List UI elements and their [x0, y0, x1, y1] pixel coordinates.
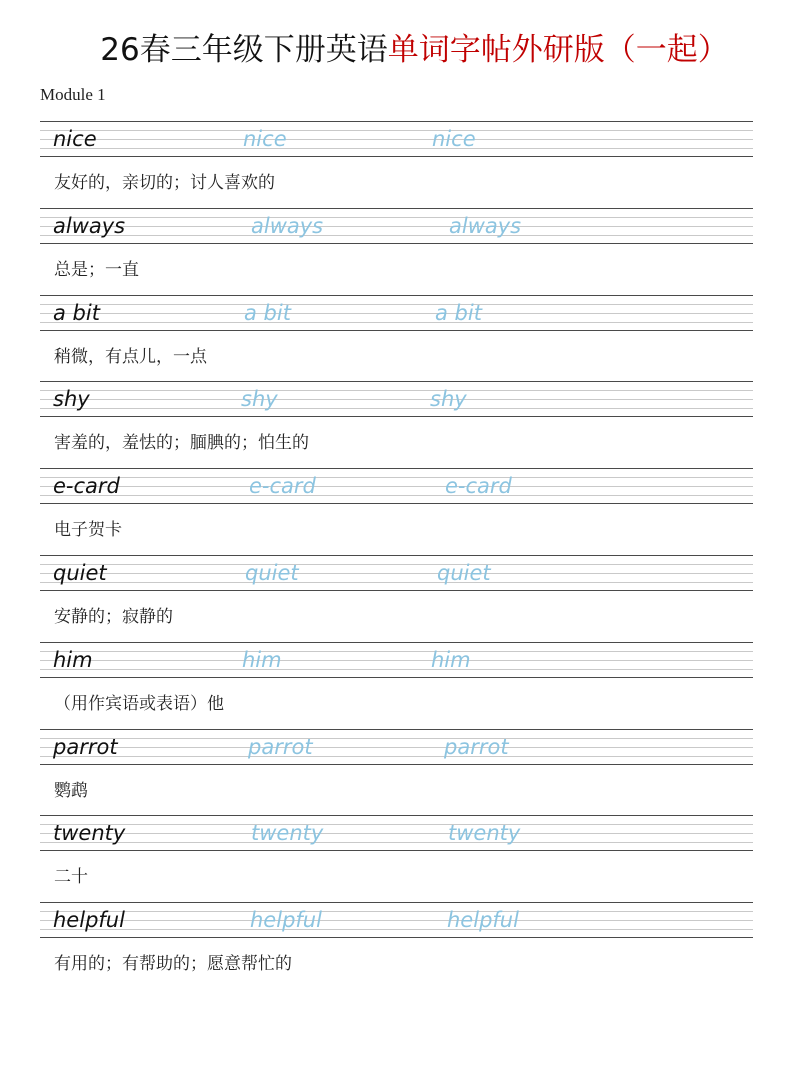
guide-inner-line [40, 217, 753, 218]
trace-word-2: quiet [437, 561, 491, 585]
trace-word-1: him [242, 647, 282, 672]
trace-word-1: nice [243, 127, 287, 151]
guide-inner-line [40, 390, 753, 391]
guide-inner-line [40, 842, 753, 843]
page-title-red: 单词字帖外研版（一起） [387, 32, 729, 68]
guide-border-line [40, 503, 753, 504]
vocab-word: e-card [53, 474, 120, 499]
guide-border-line [40, 642, 753, 643]
guide-inner-line [40, 929, 753, 930]
guide-inner-line [40, 148, 753, 149]
guide-inner-line [40, 399, 753, 400]
trace-word-1: a bit [244, 300, 291, 325]
trace-word-2: shy [430, 387, 467, 412]
trace-word-1: shy [241, 387, 278, 412]
guide-border-line [40, 815, 753, 816]
writing-guide-lines [40, 208, 753, 244]
trace-word-1: e-card [249, 474, 316, 499]
guide-border-line [40, 677, 753, 678]
guide-inner-line [40, 573, 753, 574]
writing-guide-lines [40, 381, 753, 417]
guide-border-line [40, 764, 753, 765]
vocab-entry [40, 295, 753, 395]
page-title [0, 28, 793, 72]
guide-border-line [40, 468, 753, 469]
vocab-entry [40, 815, 753, 915]
vocab-meaning: 友好的，亲切的；讨人喜欢的 [54, 173, 275, 193]
vocab-meaning: 总是；一直 [54, 259, 139, 280]
writing-guide-lines [40, 815, 753, 851]
guide-inner-line [40, 304, 753, 305]
guide-inner-line [40, 139, 753, 140]
vocab-word: him [53, 647, 93, 672]
guide-border-line [40, 330, 753, 331]
guide-border-line [40, 590, 753, 591]
guide-border-line [40, 902, 753, 903]
guide-border-line [40, 416, 753, 417]
vocab-meaning: 二十 [54, 867, 88, 888]
vocab-entry [40, 729, 753, 829]
writing-guide-lines [40, 468, 753, 504]
guide-inner-line [40, 824, 753, 825]
vocab-word: nice [53, 127, 97, 151]
guide-border-line [40, 850, 753, 851]
guide-border-line [40, 156, 753, 157]
guide-border-line [40, 243, 753, 244]
vocab-meaning: （用作宾语或表语）他 [54, 693, 224, 714]
trace-word-1: parrot [248, 734, 313, 759]
guide-inner-line [40, 660, 753, 661]
trace-word-1: helpful [250, 908, 322, 933]
vocab-entry [40, 555, 753, 655]
guide-inner-line [40, 564, 753, 565]
writing-guide-lines [40, 295, 753, 331]
page-title-black: 26春三年级下册英语 [100, 32, 388, 68]
guide-inner-line [40, 408, 753, 409]
vocab-meaning: 安静的；寂静的 [54, 607, 173, 627]
trace-word-2: a bit [435, 300, 482, 325]
writing-guide-lines [40, 902, 753, 938]
guide-border-line [40, 937, 753, 938]
vocab-entry [40, 902, 753, 1002]
guide-inner-line [40, 313, 753, 314]
vocab-meaning: 鹦鹉 [54, 780, 88, 801]
vocab-entry [40, 642, 753, 742]
vocab-word: twenty [53, 821, 126, 846]
vocab-word: helpful [53, 908, 125, 933]
writing-guide-lines [40, 729, 753, 765]
guide-inner-line [40, 582, 753, 583]
guide-inner-line [40, 235, 753, 236]
trace-word-1: quiet [245, 561, 299, 585]
guide-inner-line [40, 833, 753, 834]
vocab-entry [40, 468, 753, 568]
guide-border-line [40, 295, 753, 296]
vocab-word: parrot [53, 734, 118, 759]
vocab-word: always [53, 213, 126, 238]
vocab-word: quiet [53, 561, 107, 585]
guide-inner-line [40, 738, 753, 739]
trace-word-2: nice [432, 127, 476, 151]
guide-inner-line [40, 911, 753, 912]
guide-inner-line [40, 226, 753, 227]
guide-border-line [40, 381, 753, 382]
writing-guide-lines [40, 121, 753, 157]
guide-inner-line [40, 495, 753, 496]
trace-word-2: parrot [444, 734, 509, 759]
guide-inner-line [40, 130, 753, 131]
guide-inner-line [40, 747, 753, 748]
vocab-entry [40, 208, 753, 308]
trace-word-2: him [431, 647, 471, 672]
guide-border-line [40, 729, 753, 730]
module-label: Module 1 [40, 85, 106, 104]
vocab-entry [40, 381, 753, 481]
guide-inner-line [40, 486, 753, 487]
guide-border-line [40, 208, 753, 209]
trace-word-1: always [251, 213, 324, 238]
guide-inner-line [40, 920, 753, 921]
vocab-meaning: 害羞的，羞怯的；腼腆的；怕生的 [54, 433, 309, 454]
writing-guide-lines [40, 555, 753, 591]
vocab-meaning: 电子贺卡 [54, 520, 122, 541]
vocab-word: a bit [53, 300, 100, 325]
guide-border-line [40, 121, 753, 122]
vocab-meaning: 有用的；有帮助的；愿意帮忙的 [54, 954, 292, 975]
guide-inner-line [40, 669, 753, 670]
writing-guide-lines [40, 642, 753, 678]
guide-inner-line [40, 322, 753, 323]
trace-word-2: helpful [447, 908, 519, 933]
vocab-meaning: 稍微，有点儿，一点 [54, 346, 207, 367]
vocab-word: shy [53, 387, 90, 412]
trace-word-2: twenty [448, 821, 521, 846]
trace-word-1: twenty [251, 821, 324, 846]
guide-border-line [40, 555, 753, 556]
guide-inner-line [40, 756, 753, 757]
trace-word-2: always [449, 213, 522, 238]
guide-inner-line [40, 477, 753, 478]
trace-word-2: e-card [445, 474, 512, 499]
guide-inner-line [40, 651, 753, 652]
vocab-entry [40, 121, 753, 221]
